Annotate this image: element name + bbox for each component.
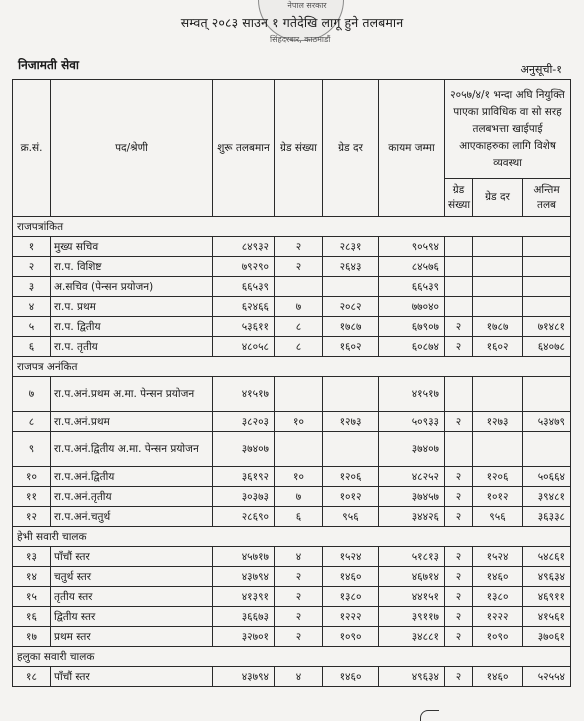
start-salary-cell: ४३७९४ bbox=[213, 567, 275, 587]
table-row bbox=[13, 432, 571, 467]
serial-cell: १४ bbox=[13, 567, 51, 587]
permanent-total-header: कायम जम्मा bbox=[379, 80, 445, 217]
grade-count-cell: ७ bbox=[275, 487, 323, 507]
special-grade-count-cell bbox=[445, 257, 473, 277]
special-grade-count-cell bbox=[445, 237, 473, 257]
special-grade-count-cell: २ bbox=[445, 337, 473, 357]
table-row bbox=[13, 237, 571, 257]
post-cell: रा.प.अनं.प्रथम अ.मा. पेन्सन प्रयोजन bbox=[51, 377, 213, 412]
special-grade-rate-cell: १३८० bbox=[473, 587, 523, 607]
post-header: पद/श्रेणी bbox=[51, 80, 213, 217]
total-cell: ३९११७ bbox=[379, 607, 445, 627]
table-row bbox=[13, 337, 571, 357]
seal-line-1: नेपाल सरकार bbox=[287, 1, 327, 10]
grade-count-cell: १० bbox=[275, 412, 323, 432]
final-salary-cell: ४१५६१ bbox=[523, 607, 571, 627]
total-cell: ६६५३९ bbox=[379, 277, 445, 297]
post-cell: मुख्य सचिव bbox=[51, 237, 213, 257]
total-cell: ४९६३४ bbox=[379, 667, 445, 687]
final-salary-cell: ५३४७९ bbox=[523, 412, 571, 432]
start-salary-cell: ४१३९१ bbox=[213, 587, 275, 607]
special-grade-rate-cell: १४६० bbox=[473, 667, 523, 687]
post-cell: पाँचौं स्तर bbox=[51, 547, 213, 567]
post-cell: रा.प. तृतीय bbox=[51, 337, 213, 357]
table-row bbox=[13, 487, 571, 507]
special-grade-count-cell: २ bbox=[445, 412, 473, 432]
special-grade-count-cell: २ bbox=[445, 487, 473, 507]
grade-count-cell: २ bbox=[275, 257, 323, 277]
serial-cell: १३ bbox=[13, 547, 51, 567]
post-cell: द्वितीय स्तर bbox=[51, 607, 213, 627]
special-grade-rate-cell: १६०२ bbox=[473, 337, 523, 357]
grade-count-cell: ४ bbox=[275, 547, 323, 567]
post-cell: तृतीय स्तर bbox=[51, 587, 213, 607]
special-grade-count-cell: २ bbox=[445, 607, 473, 627]
table-body bbox=[13, 217, 571, 687]
total-cell: ३४८८१ bbox=[379, 627, 445, 647]
grade-rate-cell: १५२४ bbox=[323, 547, 379, 567]
special-grade-rate-cell bbox=[473, 257, 523, 277]
special-grade-rate-cell: १२७३ bbox=[473, 412, 523, 432]
serial-cell: ४ bbox=[13, 297, 51, 317]
final-salary-cell: ५२५५४ bbox=[523, 667, 571, 687]
special-grade-rate-cell: १२०६ bbox=[473, 467, 523, 487]
grade-rate-cell: १४६० bbox=[323, 667, 379, 687]
final-salary-cell: ४६९११ bbox=[523, 587, 571, 607]
serial-cell: ३ bbox=[13, 277, 51, 297]
special-grade-count-cell: २ bbox=[445, 547, 473, 567]
special-grade-rate-cell bbox=[473, 377, 523, 412]
total-cell: ३७४०७ bbox=[379, 432, 445, 467]
grade-rate-cell: २०८२ bbox=[323, 297, 379, 317]
total-cell: ४८२५२ bbox=[379, 467, 445, 487]
grade-rate-cell: १२७३ bbox=[323, 412, 379, 432]
post-cell: रा.प. विशिष्ट bbox=[51, 257, 213, 277]
final-salary-cell: ५०६६४ bbox=[523, 467, 571, 487]
special-grade-rate-cell: १२२२ bbox=[473, 607, 523, 627]
grade-count-cell bbox=[275, 432, 323, 467]
table-row bbox=[13, 467, 571, 487]
total-cell: ५१८१३ bbox=[379, 547, 445, 567]
total-cell: ४१५१७ bbox=[379, 377, 445, 412]
section-row bbox=[13, 647, 571, 667]
total-cell: ७७०४० bbox=[379, 297, 445, 317]
grade-count-cell bbox=[275, 277, 323, 297]
grade-count-cell: २ bbox=[275, 587, 323, 607]
grade-rate-cell: १०९० bbox=[323, 627, 379, 647]
serial-cell: १ bbox=[13, 237, 51, 257]
special-grade-rate-cell bbox=[473, 297, 523, 317]
final-salary-cell: ७१४८१ bbox=[523, 317, 571, 337]
start-salary-cell: ४५७१७ bbox=[213, 547, 275, 567]
post-cell: चतुर्थ स्तर bbox=[51, 567, 213, 587]
grade-rate-cell: २६४३ bbox=[323, 257, 379, 277]
start-salary-cell: ३८२०३ bbox=[213, 412, 275, 432]
start-salary-cell: ३०३७३ bbox=[213, 487, 275, 507]
grade-rate-cell bbox=[323, 377, 379, 412]
post-cell: रा.प.अनं.चतुर्थ bbox=[51, 507, 213, 527]
serial-cell: १० bbox=[13, 467, 51, 487]
special-grade-count-cell: २ bbox=[445, 467, 473, 487]
grade-rate-cell: २८३१ bbox=[323, 237, 379, 257]
table-header-row bbox=[13, 80, 571, 179]
special-provision-header: २०५७/४/१ भन्दा अघि नियुक्ति पाएका प्राविधिक वा सो सरह तलबभत्ता खाईपाई आएकाहरुका लागि विशेष व्यवस्था bbox=[445, 80, 571, 179]
final-salary-cell: ३६३३८ bbox=[523, 507, 571, 527]
special-grade-count-cell bbox=[445, 297, 473, 317]
final-salary-cell bbox=[523, 297, 571, 317]
table-row bbox=[13, 667, 571, 687]
serial-cell: ६ bbox=[13, 337, 51, 357]
special-grade-count-cell bbox=[445, 432, 473, 467]
sub-grade-count-header: ग्रेड संख्या bbox=[445, 179, 473, 217]
final-salary-header: अन्तिम तलब bbox=[523, 179, 571, 217]
start-salary-cell: ८४९३२ bbox=[213, 237, 275, 257]
table-row bbox=[13, 317, 571, 337]
serial-cell: १८ bbox=[13, 667, 51, 687]
start-salary-cell: ७९२९० bbox=[213, 257, 275, 277]
grade-count-cell: २ bbox=[275, 627, 323, 647]
grade-rate-cell: १४६० bbox=[323, 567, 379, 587]
serial-cell: १२ bbox=[13, 507, 51, 527]
table-row bbox=[13, 547, 571, 567]
grade-rate-cell: १०१२ bbox=[323, 487, 379, 507]
serial-cell: ५ bbox=[13, 317, 51, 337]
total-cell: ६७९०७ bbox=[379, 317, 445, 337]
seal-line-2: सिंहदरबार, काठमाडौं bbox=[270, 35, 331, 44]
grade-rate-cell: १७८७ bbox=[323, 317, 379, 337]
serial-cell: १६ bbox=[13, 607, 51, 627]
final-salary-cell bbox=[523, 257, 571, 277]
total-cell: ३४४२६ bbox=[379, 507, 445, 527]
serial-cell: ९ bbox=[13, 432, 51, 467]
grade-rate-cell bbox=[323, 432, 379, 467]
start-salary-cell: ३२७०१ bbox=[213, 627, 275, 647]
special-grade-rate-cell: ९५६ bbox=[473, 507, 523, 527]
special-grade-count-cell: २ bbox=[445, 627, 473, 647]
final-salary-cell bbox=[523, 432, 571, 467]
special-grade-rate-cell: १७८७ bbox=[473, 317, 523, 337]
table-row bbox=[13, 587, 571, 607]
grade-count-cell: ६ bbox=[275, 507, 323, 527]
grade-rate-cell: १६०२ bbox=[323, 337, 379, 357]
start-salary-cell: ४३७९४ bbox=[213, 667, 275, 687]
grade-count-cell bbox=[275, 377, 323, 412]
post-cell: प्रथम स्तर bbox=[51, 627, 213, 647]
final-salary-cell: ४९६३४ bbox=[523, 567, 571, 587]
schedule-label: अनुसूची-१ bbox=[520, 63, 562, 76]
special-grade-count-cell: २ bbox=[445, 317, 473, 337]
start-salary-cell: ३७४०७ bbox=[213, 432, 275, 467]
grade-rate-header: ग्रेड दर bbox=[323, 80, 379, 217]
table-row bbox=[13, 507, 571, 527]
grade-rate-cell bbox=[323, 277, 379, 297]
special-grade-count-cell: २ bbox=[445, 587, 473, 607]
section-row bbox=[13, 527, 571, 547]
special-grade-rate-cell: १०१२ bbox=[473, 487, 523, 507]
start-salary-cell: ३६१९२ bbox=[213, 467, 275, 487]
total-cell: ५०९३३ bbox=[379, 412, 445, 432]
start-salary-cell: ४१५१७ bbox=[213, 377, 275, 412]
serial-cell: ७ bbox=[13, 377, 51, 412]
post-cell: रा.प.अनं.प्रथम bbox=[51, 412, 213, 432]
grade-count-cell: ७ bbox=[275, 297, 323, 317]
grade-count-cell: १० bbox=[275, 467, 323, 487]
sub-grade-rate-header: ग्रेड दर bbox=[473, 179, 523, 217]
section-row bbox=[13, 217, 571, 237]
final-salary-cell: ३९४८१ bbox=[523, 487, 571, 507]
special-grade-rate-cell bbox=[473, 237, 523, 257]
start-salary-cell: ३६६७३ bbox=[213, 607, 275, 627]
post-cell: पाँचौं स्तर bbox=[51, 667, 213, 687]
section-title: राजपत्र अनंकित bbox=[13, 357, 571, 377]
special-grade-rate-cell bbox=[473, 432, 523, 467]
service-heading: निजामती सेवा bbox=[18, 58, 79, 72]
total-cell: ३७४५७ bbox=[379, 487, 445, 507]
post-cell: रा.प.अनं.द्वितीय अ.मा. पेन्सन प्रयोजन bbox=[51, 432, 213, 467]
special-grade-count-cell bbox=[445, 377, 473, 412]
table-row bbox=[13, 412, 571, 432]
grade-rate-cell: १२०६ bbox=[323, 467, 379, 487]
final-salary-cell: ५४८६१ bbox=[523, 547, 571, 567]
table-row bbox=[13, 567, 571, 587]
final-salary-cell bbox=[523, 277, 571, 297]
special-grade-count-cell: २ bbox=[445, 507, 473, 527]
post-cell: रा.प.अनं.द्वितीय bbox=[51, 467, 213, 487]
section-title: हेभी सवारी चालक bbox=[13, 527, 571, 547]
grade-count-cell: ४ bbox=[275, 667, 323, 687]
grade-count-header: ग्रेड संख्या bbox=[275, 80, 323, 217]
serial-cell: १५ bbox=[13, 587, 51, 607]
post-cell: रा.प. प्रथम bbox=[51, 297, 213, 317]
serial-header: क्र.सं. bbox=[13, 80, 51, 217]
serial-cell: २ bbox=[13, 257, 51, 277]
total-cell: ८४५७६ bbox=[379, 257, 445, 277]
final-salary-cell: ३७०६१ bbox=[523, 627, 571, 647]
grade-rate-cell: ९५६ bbox=[323, 507, 379, 527]
final-salary-cell: ६४०७८ bbox=[523, 337, 571, 357]
table-row bbox=[13, 257, 571, 277]
grade-rate-cell: १२२२ bbox=[323, 607, 379, 627]
post-cell: अ.सचिव (पेन्सन प्रयोजन) bbox=[51, 277, 213, 297]
total-cell: ६०८७४ bbox=[379, 337, 445, 357]
signature-mark bbox=[420, 710, 439, 721]
start-salary-cell: ६६५३९ bbox=[213, 277, 275, 297]
grade-rate-cell: १३८० bbox=[323, 587, 379, 607]
start-salary-cell: ६२४६६ bbox=[213, 297, 275, 317]
special-grade-count-cell bbox=[445, 277, 473, 297]
table-row bbox=[13, 377, 571, 412]
special-grade-rate-cell: १५२४ bbox=[473, 547, 523, 567]
total-cell: ४६७१४ bbox=[379, 567, 445, 587]
table-row bbox=[13, 297, 571, 317]
salary-table bbox=[12, 79, 571, 687]
post-cell: रा.प. द्वितीय bbox=[51, 317, 213, 337]
special-grade-rate-cell: १०९० bbox=[473, 627, 523, 647]
section-title: हलुका सवारी चालक bbox=[13, 647, 571, 667]
special-grade-rate-cell bbox=[473, 277, 523, 297]
section-title: राजपत्रांकित bbox=[13, 217, 571, 237]
serial-cell: ११ bbox=[13, 487, 51, 507]
serial-cell: १७ bbox=[13, 627, 51, 647]
special-grade-count-cell: २ bbox=[445, 667, 473, 687]
start-salary-cell: ५३६११ bbox=[213, 317, 275, 337]
seal-text bbox=[262, 0, 352, 44]
table-row bbox=[13, 627, 571, 647]
grade-count-cell: २ bbox=[275, 567, 323, 587]
section-row bbox=[13, 357, 571, 377]
final-salary-cell bbox=[523, 377, 571, 412]
total-cell: ४४१५१ bbox=[379, 587, 445, 607]
serial-cell: ८ bbox=[13, 412, 51, 432]
grade-count-cell: २ bbox=[275, 237, 323, 257]
final-salary-cell bbox=[523, 237, 571, 257]
total-cell: ९०५९४ bbox=[379, 237, 445, 257]
grade-count-cell: २ bbox=[275, 607, 323, 627]
grade-count-cell: ८ bbox=[275, 337, 323, 357]
table-row bbox=[13, 607, 571, 627]
document-title: सम्वत् २०८३ साउन १ गतेदेखि लागू हुने तलबमान bbox=[180, 15, 404, 30]
table-row bbox=[13, 277, 571, 297]
start-salary-cell: २८६९० bbox=[213, 507, 275, 527]
grade-count-cell: ८ bbox=[275, 317, 323, 337]
post-cell: रा.प.अनं.तृतीय bbox=[51, 487, 213, 507]
start-salary-header: शुरू तलबमान bbox=[213, 80, 275, 217]
special-grade-rate-cell: १४६० bbox=[473, 567, 523, 587]
special-grade-count-cell: २ bbox=[445, 567, 473, 587]
start-salary-cell: ४८०५८ bbox=[213, 337, 275, 357]
